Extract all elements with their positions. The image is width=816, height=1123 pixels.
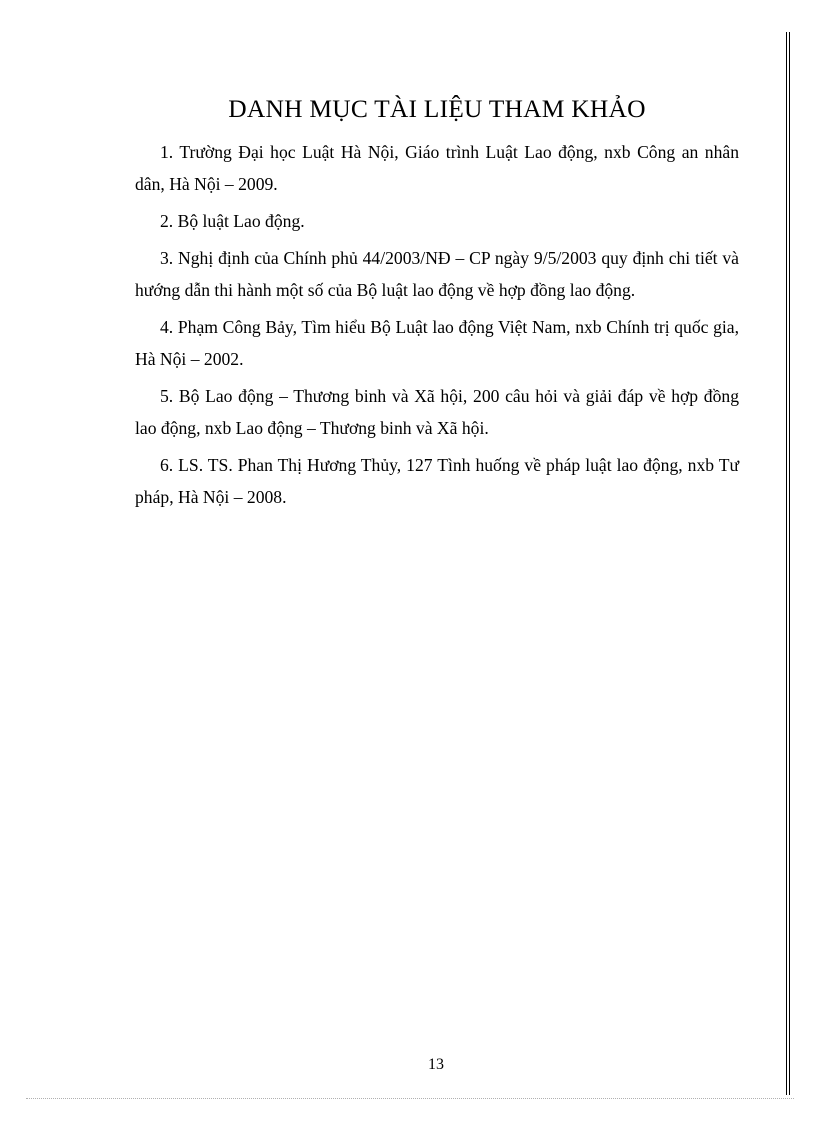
reference-item-4: 4. Phạm Công Bảy, Tìm hiểu Bộ Luật lao động Việt Nam, nxb Chính trị quốc gia, Hà Nội – 2002.	[135, 317, 739, 369]
reference-item-1: 1. Trường Đại học Luật Hà Nội, Giáo trình Luật Lao động, nxb Công an nhân dân, Hà Nội – 2009.	[135, 142, 739, 194]
reference-item-2: 2. Bộ luật Lao động.	[160, 211, 305, 231]
page-title: DANH MỤC TÀI LIỆU THAM KHẢO	[228, 94, 646, 123]
reference-list	[135, 136, 739, 513]
reference-item-6: 6. LS. TS. Phan Thị Hương Thủy, 127 Tình huống về pháp luật lao động, nxb Tư pháp, Hà Nội – 2008.	[135, 455, 739, 507]
document-content	[135, 92, 739, 518]
page-frame-bottom-border	[26, 1098, 794, 1099]
page-number: 13	[428, 1056, 444, 1073]
reference-item-5: 5. Bộ Lao động – Thương binh và Xã hội, 200 câu hỏi và giải đáp về hợp đồng lao động, nxb Lao động – Thương binh và Xã hội.	[135, 386, 739, 438]
reference-item-3: 3. Nghị định của Chính phủ 44/2003/NĐ – CP ngày 9/5/2003 quy định chi tiết và hướng dẫn thi hành một số của Bộ luật lao động về hợp đồng lao động.	[135, 248, 739, 300]
page-frame-right-border	[786, 32, 790, 1095]
